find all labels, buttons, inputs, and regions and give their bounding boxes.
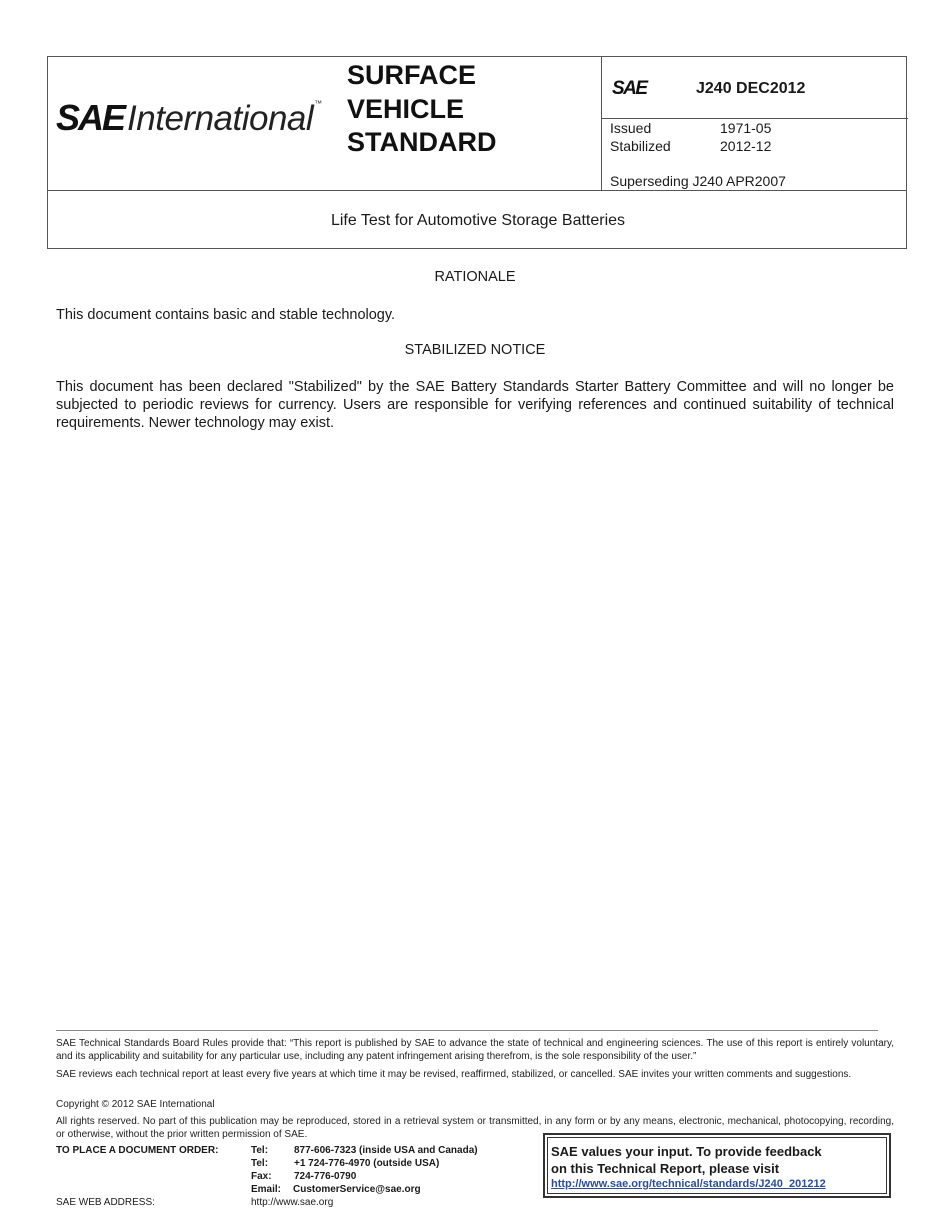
rights-text: All rights reserved. No part of this publication may be reproduced, stored in a retrieval system or transmitted, in any form or by any means, electronic, mechanical, photocopying, recording, or otherwise, without the prior written permission of SAE. bbox=[56, 1116, 894, 1140]
doc-type-line: STANDARD bbox=[347, 127, 497, 157]
logo-sae-text: SAE bbox=[56, 97, 125, 138]
stabilized-notice-text: This document has been declared "Stabilized" by the SAE Battery Standards Starter Battery Committee and will no longer be subjected to periodic reviews for currency. Users are responsible for verifying references and continued suitability of technical requirements. Newer technology may exist. bbox=[56, 379, 894, 431]
document-title: Life Test for Automotive Storage Batteries bbox=[330, 212, 626, 229]
footer-rule bbox=[56, 1030, 878, 1032]
board-rules-text: SAE Technical Standards Board Rules provide that: “This report is published by SAE to advance the state of technical and engineering sciences. The use of this report is entirely voluntary, and its applicability and suitability for any particular use, including any patent infringement arising therefrom, is the sole responsibility of the user.” bbox=[56, 1038, 894, 1062]
order-email-link[interactable]: CustomerService@sae.org bbox=[293, 1184, 421, 1195]
logo-international-text: International bbox=[127, 99, 314, 138]
order-key: Tel: bbox=[251, 1145, 269, 1156]
rationale-text: This document contains basic and stable technology. bbox=[56, 307, 396, 323]
doc-type-line: SURFACE bbox=[347, 60, 477, 90]
stabilized-label: Stabilized bbox=[610, 138, 671, 154]
feedback-line-2: on this Technical Report, please visit bbox=[551, 1161, 780, 1176]
document-type bbox=[347, 59, 497, 160]
copyright-text: Copyright © 2012 SAE International bbox=[56, 1099, 215, 1110]
header-divider-horizontal bbox=[48, 190, 906, 191]
feedback-line-1: SAE values your input. To provide feedback bbox=[551, 1144, 822, 1159]
issued-value: 1971-05 bbox=[720, 120, 772, 136]
order-key: Email: bbox=[251, 1184, 282, 1195]
rationale-heading: RATIONALE bbox=[434, 269, 516, 285]
document-header bbox=[47, 56, 907, 249]
review-policy-text: SAE reviews each technical report at least every five years at which time it may be revised, reaffirmed, stabilized, or cancelled. SAE invites your written comments and suggestions. bbox=[56, 1069, 852, 1080]
doc-type-line: VEHICLE bbox=[347, 93, 465, 124]
stabilized-notice-heading: STABILIZED NOTICE bbox=[404, 342, 546, 358]
header-divider-right bbox=[601, 118, 908, 119]
sae-mini-logo: SAE bbox=[612, 78, 647, 99]
order-value: 877-606-7323 (inside USA and Canada) bbox=[294, 1145, 478, 1156]
order-label: TO PLACE A DOCUMENT ORDER: bbox=[56, 1145, 219, 1156]
web-address-link[interactable]: http://www.sae.org bbox=[251, 1197, 334, 1208]
logo-trademark: ™ bbox=[314, 99, 323, 108]
sae-international-logo bbox=[56, 97, 322, 139]
issued-label: Issued bbox=[610, 120, 652, 136]
order-key: Fax: bbox=[251, 1171, 272, 1182]
order-value: +1 724-776-4970 (outside USA) bbox=[294, 1158, 440, 1169]
order-value: 724-776-0790 bbox=[294, 1171, 357, 1182]
stabilized-value: 2012-12 bbox=[720, 138, 772, 154]
superseding-text: Superseding J240 APR2007 bbox=[610, 173, 786, 189]
web-address-label: SAE WEB ADDRESS: bbox=[56, 1197, 155, 1208]
document-number: J240 DEC2012 bbox=[696, 80, 806, 97]
order-key: Tel: bbox=[251, 1158, 269, 1169]
feedback-box bbox=[543, 1133, 891, 1198]
header-divider-vertical bbox=[601, 57, 602, 190]
feedback-link[interactable]: http://www.sae.org/technical/standards/J240_201212 bbox=[551, 1178, 826, 1190]
